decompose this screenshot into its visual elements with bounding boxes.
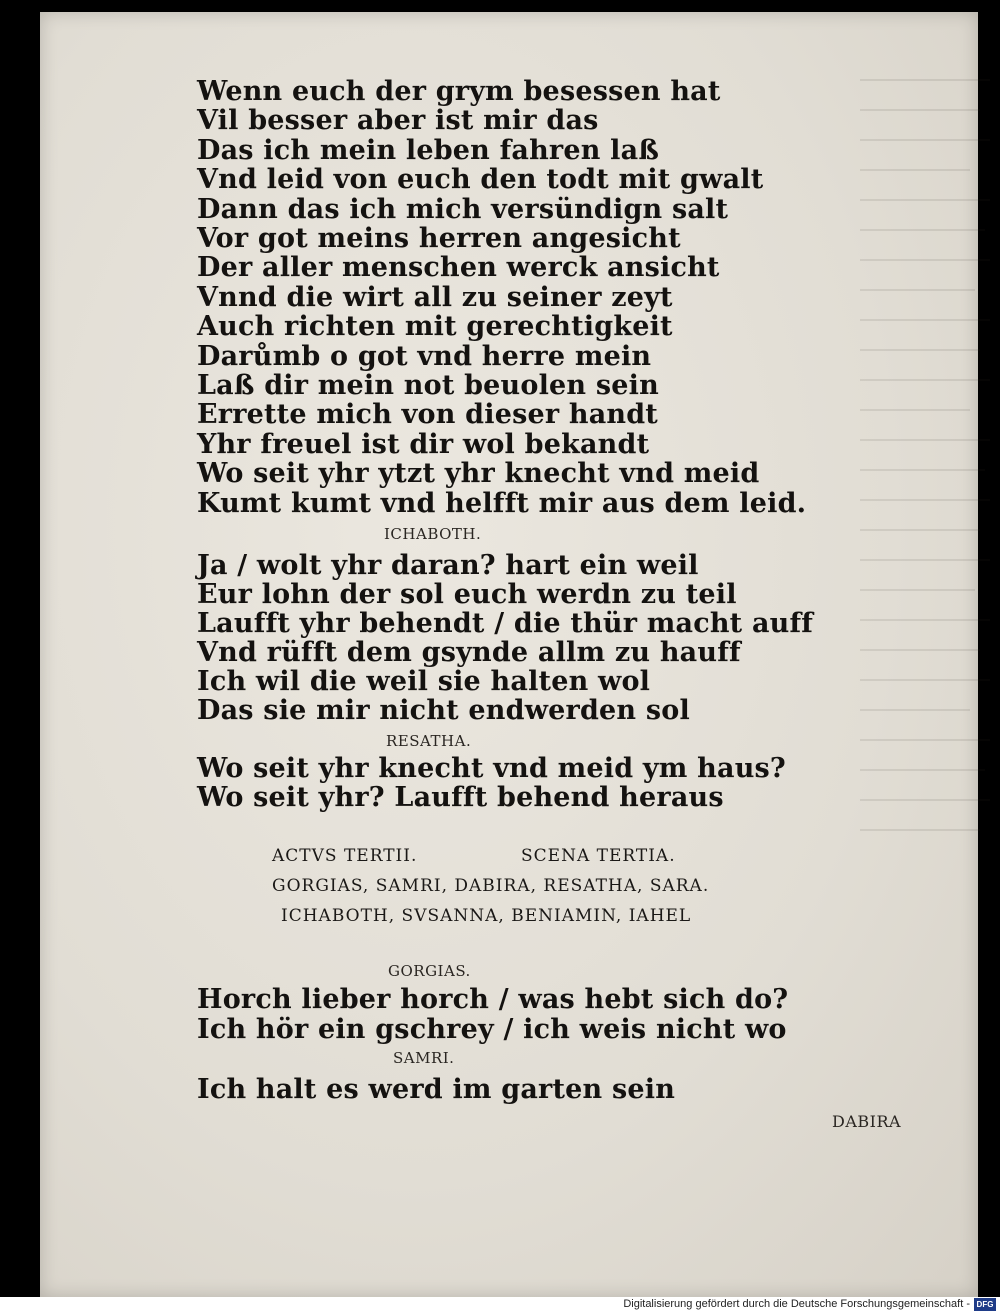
verse-line: Laß dir mein not beuolen sein	[197, 370, 659, 401]
speaker-label: SAMRI.	[393, 1049, 455, 1067]
speaker-label: ICHABOTH.	[384, 525, 482, 543]
verse-line: Ich hör ein gschrey / ich weis nicht wo	[197, 1014, 787, 1045]
verse-line: Darůmb o got vnd herre mein	[197, 341, 652, 372]
footer-bar	[0, 1297, 1000, 1313]
verse-line: Der aller menschen werck ansicht	[197, 252, 720, 283]
verse-line: Ich wil die weil sie halten wol	[197, 666, 651, 697]
verse-line: Laufft yhr behendt / die thür macht auff	[197, 608, 814, 639]
verse-line: Vil besser aber ist mir das	[197, 105, 599, 136]
verse-line: Wo seit yhr knecht vnd meid ym haus?	[197, 753, 786, 784]
speaker-label: RESATHA.	[386, 732, 472, 750]
cast-list-line: ICHABOTH, SVSANNA, BENIAMIN, IAHEL	[281, 906, 692, 926]
verse-line: Ich halt es werd im garten sein	[197, 1074, 676, 1105]
verse-line: Kumt kumt vnd helfft mir aus dem leid.	[197, 488, 807, 519]
scene-heading: SCENA TERTIA.	[521, 846, 676, 866]
verse-line: Das sie mir nicht endwerden sol	[197, 695, 690, 726]
verse-line: Dann das ich mich versündign salt	[197, 194, 729, 225]
verse-line: Wo seit yhr ytzt yhr knecht vnd meid	[197, 458, 760, 489]
verse-line: Vnd rüfft dem gsynde allm zu hauff	[197, 637, 741, 668]
verse-line: Vor got meins herren angesicht	[197, 223, 681, 254]
verse-line: Das ich mein leben fahren laß	[197, 135, 660, 166]
verse-line: Vnd leid von euch den todt mit gwalt	[197, 164, 764, 195]
speaker-label: GORGIAS.	[388, 962, 471, 980]
verse-line: Yhr freuel ist dir wol bekandt	[197, 429, 650, 460]
funding-credit: Digitalisierung gefördert durch die Deutsche Forschungsgemeinschaft -	[623, 1298, 970, 1310]
verse-line: Vnnd die wirt all zu seiner zeyt	[197, 282, 673, 313]
verse-line: Auch richten mit gerechtigkeit	[197, 311, 673, 342]
dfg-logo: DFG	[974, 1298, 996, 1311]
catchword: DABIRA	[832, 1112, 902, 1131]
verse-line: Ja / wolt yhr daran? hart ein weil	[197, 550, 699, 581]
verse-line: Wenn euch der grym besessen hat	[197, 76, 721, 107]
verse-line: Horch lieber horch / was hebt sich do?	[197, 984, 789, 1015]
cast-list-line: GORGIAS, SAMRI, DABIRA, RESATHA, SARA.	[272, 876, 710, 896]
verse-line: Errette mich von dieser handt	[197, 399, 658, 430]
verse-line: Eur lohn der sol euch werdn zu teil	[197, 579, 737, 610]
act-heading: ACTVS TERTII.	[272, 846, 418, 866]
verse-line: Wo seit yhr? Laufft behend heraus	[197, 782, 724, 813]
